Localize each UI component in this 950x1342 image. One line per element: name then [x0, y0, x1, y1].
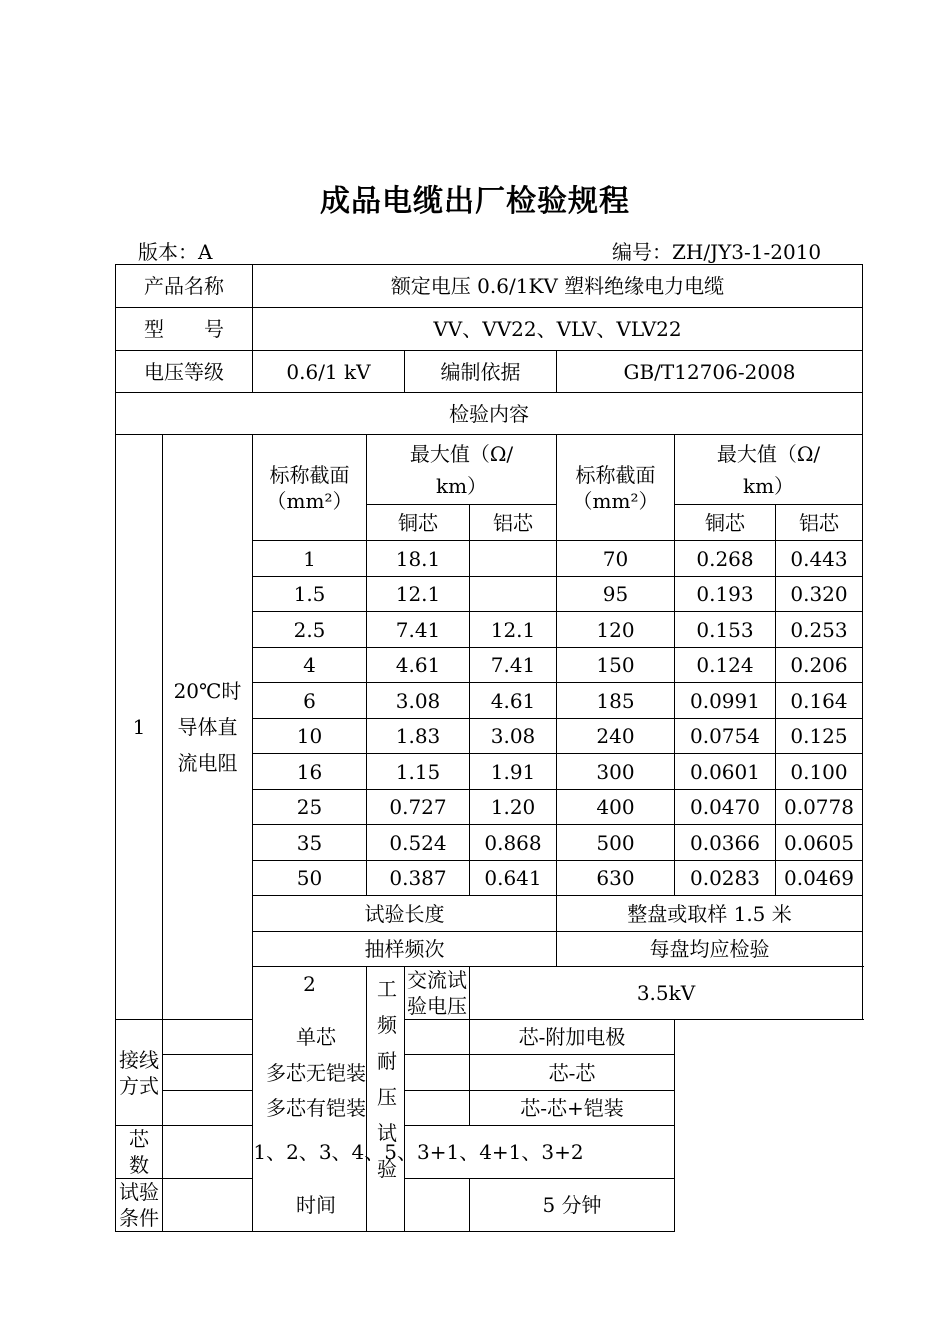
row-wiring-2	[116, 1091, 863, 1126]
resistance-cu-left: 7.41	[367, 612, 470, 648]
test-length-value: 整盘或取样 1.5 米	[557, 896, 863, 932]
resistance-al-left: 1.20	[470, 790, 557, 825]
cores-value: 1、2、3、4、5、3+1、4+1、3+2	[163, 1126, 675, 1179]
col-section-left: 标称截面（mm²）	[253, 435, 367, 541]
resistance-section-right: 630	[557, 861, 675, 896]
row-wiring-1	[116, 1055, 863, 1091]
item2-number: 2	[253, 967, 367, 1232]
resistance-al-left	[470, 577, 557, 612]
resistance-al-right: 0.253	[776, 612, 863, 648]
resistance-al-right: 0.0605	[776, 825, 863, 861]
model-label: 型 号	[116, 308, 253, 351]
resistance-cu-left: 18.1	[367, 541, 470, 577]
resistance-section-left: 10	[253, 719, 367, 754]
ac-voltage-label: 交流试验电压	[405, 967, 470, 1020]
resistance-section-left: 1.5	[253, 577, 367, 612]
resistance-section-left: 6	[253, 683, 367, 719]
resistance-cu-right: 0.268	[675, 541, 776, 577]
resistance-al-left: 0.641	[470, 861, 557, 896]
row-model	[116, 308, 863, 351]
col-cu-right: 铜芯	[675, 505, 776, 541]
resistance-al-left: 4.61	[470, 683, 557, 719]
resistance-section-left: 2.5	[253, 612, 367, 648]
resistance-section-right: 120	[557, 612, 675, 648]
row-condition	[116, 1179, 863, 1232]
resistance-al-left: 7.41	[470, 648, 557, 683]
item1-name: 20℃时导体直流电阻	[163, 435, 253, 1020]
col-al-right: 铝芯	[776, 505, 863, 541]
wiring-method: 芯-芯	[470, 1055, 675, 1091]
resistance-al-right: 0.0469	[776, 861, 863, 896]
model-value: VV、VV22、VLV、VLV22	[253, 308, 863, 351]
resistance-al-left	[470, 541, 557, 577]
resistance-section-left: 16	[253, 754, 367, 790]
resistance-al-right: 0.443	[776, 541, 863, 577]
resistance-section-right: 240	[557, 719, 675, 754]
col-section-right: 标称截面（mm²）	[557, 435, 675, 541]
row-resistance-header	[116, 435, 863, 505]
wiring-type: 多芯有铠装	[163, 1091, 470, 1126]
resistance-section-left: 4	[253, 648, 367, 683]
row-cores	[116, 1126, 863, 1179]
resistance-cu-right: 0.0601	[675, 754, 776, 790]
resistance-cu-left: 0.524	[367, 825, 470, 861]
resistance-al-left: 1.91	[470, 754, 557, 790]
col-max-left: 最大值（Ω/ km）	[367, 435, 557, 505]
resistance-section-left: 25	[253, 790, 367, 825]
resistance-al-right: 0.206	[776, 648, 863, 683]
resistance-section-left: 35	[253, 825, 367, 861]
wiring-type: 单芯	[163, 1020, 470, 1055]
resistance-cu-right: 0.124	[675, 648, 776, 683]
resistance-section-right: 70	[557, 541, 675, 577]
resistance-section-left: 50	[253, 861, 367, 896]
sampling-label: 抽样频次	[253, 932, 557, 967]
document-code: 编号：ZH/JY3-1-2010	[612, 240, 822, 264]
row-wiring-0	[116, 1020, 863, 1055]
content-header: 检验内容	[116, 393, 863, 435]
resistance-cu-right: 0.153	[675, 612, 776, 648]
resistance-al-right: 0.0778	[776, 790, 863, 825]
product-name-label: 产品名称	[116, 265, 253, 308]
col-al-left: 铝芯	[470, 505, 557, 541]
item1-number: 1	[116, 435, 163, 1020]
resistance-section-left: 1	[253, 541, 367, 577]
ac-voltage-value: 3.5kV	[470, 967, 863, 1020]
cores-label: 芯 数	[116, 1126, 163, 1179]
resistance-cu-right: 0.193	[675, 577, 776, 612]
version-label: 版本：A	[138, 240, 213, 264]
resistance-section-right: 150	[557, 648, 675, 683]
row-content-header	[116, 393, 863, 435]
condition-label: 试验条件	[116, 1179, 163, 1232]
basis-value: GB/T12706-2008	[557, 351, 863, 393]
col-max-right: 最大值（Ω/ km）	[675, 435, 863, 505]
resistance-cu-right: 0.0366	[675, 825, 776, 861]
voltage-value: 0.6/1 kV	[253, 351, 405, 393]
resistance-al-right: 0.100	[776, 754, 863, 790]
resistance-al-left: 3.08	[470, 719, 557, 754]
voltage-label: 电压等级	[116, 351, 253, 393]
resistance-cu-left: 1.83	[367, 719, 470, 754]
row-voltage	[116, 351, 863, 393]
col-cu-left: 铜芯	[367, 505, 470, 541]
resistance-section-right: 300	[557, 754, 675, 790]
condition-time-label: 时间	[163, 1179, 470, 1232]
resistance-al-right: 0.320	[776, 577, 863, 612]
resistance-section-right: 95	[557, 577, 675, 612]
resistance-section-right: 500	[557, 825, 675, 861]
inspection-spec-table	[115, 264, 863, 1232]
resistance-cu-left: 1.15	[367, 754, 470, 790]
wiring-type: 多芯无铠装	[163, 1055, 470, 1091]
resistance-al-right: 0.164	[776, 683, 863, 719]
resistance-al-right: 0.125	[776, 719, 863, 754]
resistance-section-right: 185	[557, 683, 675, 719]
wiring-method: 芯-芯+铠装	[470, 1091, 675, 1126]
row-product-name	[116, 265, 863, 308]
resistance-cu-right: 0.0283	[675, 861, 776, 896]
resistance-cu-right: 0.0470	[675, 790, 776, 825]
resistance-cu-left: 12.1	[367, 577, 470, 612]
basis-label: 编制依据	[405, 351, 557, 393]
resistance-section-right: 400	[557, 790, 675, 825]
condition-value: 5 分钟	[470, 1179, 675, 1232]
sampling-value: 每盘均应检验	[557, 932, 863, 967]
resistance-al-left: 0.868	[470, 825, 557, 861]
test-length-label: 试验长度	[253, 896, 557, 932]
wiring-label: 接线方式	[116, 1020, 163, 1126]
item2-name: 工频耐压试验	[367, 967, 405, 1232]
resistance-al-left: 12.1	[470, 612, 557, 648]
resistance-cu-left: 0.727	[367, 790, 470, 825]
document-title: 成品电缆出厂检验规程	[320, 184, 630, 219]
wiring-method: 芯-附加电极	[470, 1020, 675, 1055]
resistance-cu-left: 0.387	[367, 861, 470, 896]
resistance-cu-right: 0.0754	[675, 719, 776, 754]
resistance-cu-left: 3.08	[367, 683, 470, 719]
product-name-value: 额定电压 0.6/1KV 塑料绝缘电力电缆	[253, 265, 863, 308]
resistance-cu-right: 0.0991	[675, 683, 776, 719]
resistance-cu-left: 4.61	[367, 648, 470, 683]
